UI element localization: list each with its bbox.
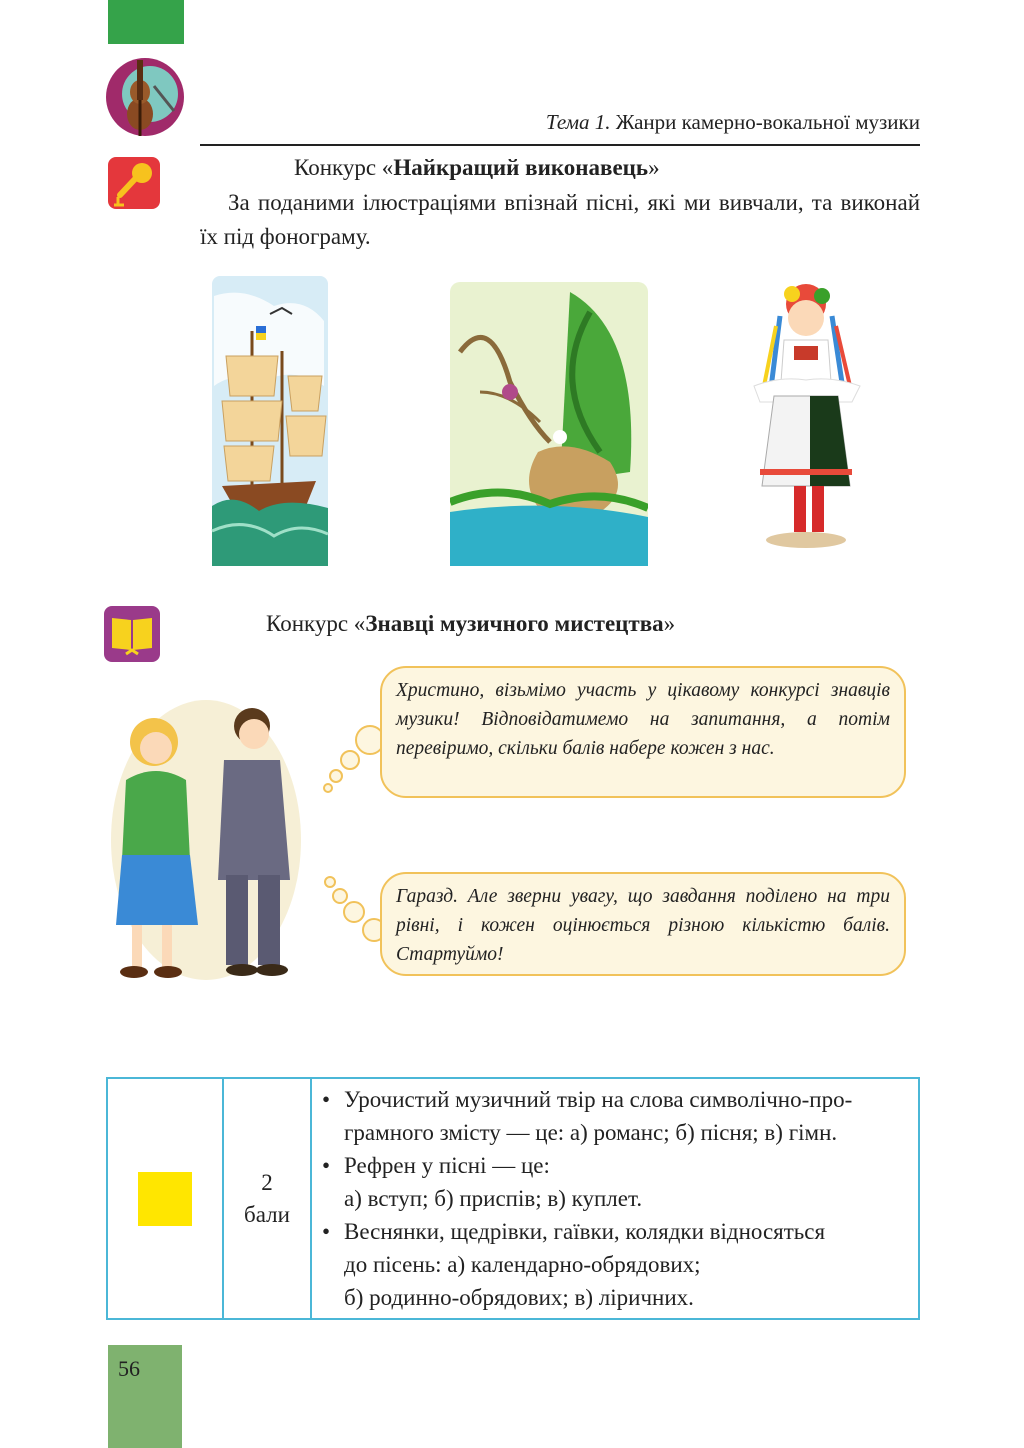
topic-title: Жанри камерно-вокальної музики — [615, 110, 920, 134]
contest2-title-prefix: Конкурс « — [266, 611, 366, 636]
girl-in-costume-illustration — [740, 276, 870, 566]
top-color-tab — [108, 0, 184, 44]
contest1-instruction: За поданими ілюстраціями впізнай пісні, які ми вивчали, та виконай їх під фонограму. — [200, 190, 920, 249]
contest2-title-name: Знавці музичного мистецтва — [365, 611, 664, 636]
bullet: • — [322, 1087, 331, 1112]
contest1-title-prefix: Конкурс « — [294, 155, 394, 180]
points-label: бали — [244, 1201, 290, 1227]
header-rule — [200, 144, 920, 146]
bubble-2-tail — [322, 872, 388, 942]
points-value: 2 — [261, 1169, 273, 1195]
contest1-title-name: Найкращий виконавець — [393, 155, 649, 180]
bubble-1-tail — [322, 720, 388, 800]
speech-bubble-1: Христино, візьмімо участь у цікавому конкурсі знавців музики! Відповідатимемо на запитання, а потім перевіримо, скільки балів набере кожен з нас. — [380, 666, 906, 798]
question-item — [320, 1083, 910, 1149]
question-item — [320, 1215, 910, 1314]
bullet: • — [322, 1153, 331, 1178]
question-item — [320, 1149, 910, 1215]
running-head — [200, 110, 920, 135]
question-line: грамного змісту — це: а) романс; б) пісня; в) гімн. — [344, 1120, 838, 1145]
book-icon — [104, 606, 160, 662]
question-line: б) родинно-обрядових; в) ліричних. — [344, 1285, 694, 1310]
spring-nature-illustration — [450, 272, 648, 568]
cello-badge-icon — [104, 56, 186, 138]
points-cell — [223, 1078, 311, 1319]
children-illustration — [106, 690, 306, 1000]
contest1-title — [294, 155, 660, 181]
contest2-title-suffix: » — [663, 611, 676, 636]
quiz-table — [106, 1077, 920, 1320]
level-yellow-square — [138, 1172, 192, 1226]
microphone-icon — [108, 157, 160, 209]
speech-bubble-2: Гаразд. Але зверни увагу, що завдання поділено на три рівні, і кожен оцінюється різною кількістю балів. Стартуймо! — [380, 872, 906, 976]
topic-prefix: Тема 1. — [545, 110, 611, 134]
level-cell — [107, 1078, 223, 1319]
question-line: Веснянки, щедрівки, гаївки, колядки відносяться — [344, 1219, 826, 1244]
question-line: а) вступ; б) приспів; в) куплет. — [344, 1186, 643, 1211]
quiz-row — [107, 1078, 919, 1319]
question-line: Рефрен у пісні — це: — [344, 1153, 550, 1178]
question-line: до пісень: а) календарно-обрядових; — [344, 1252, 701, 1277]
page-number: 56 — [118, 1356, 140, 1381]
questions-cell — [311, 1078, 919, 1319]
contest1-title-suffix: » — [648, 155, 660, 180]
sailing-ship-illustration — [204, 276, 330, 566]
contest2-title — [266, 611, 675, 637]
bullet: • — [322, 1219, 331, 1244]
question-line: Урочистий музичний твір на слова символічно-про- — [344, 1087, 853, 1112]
